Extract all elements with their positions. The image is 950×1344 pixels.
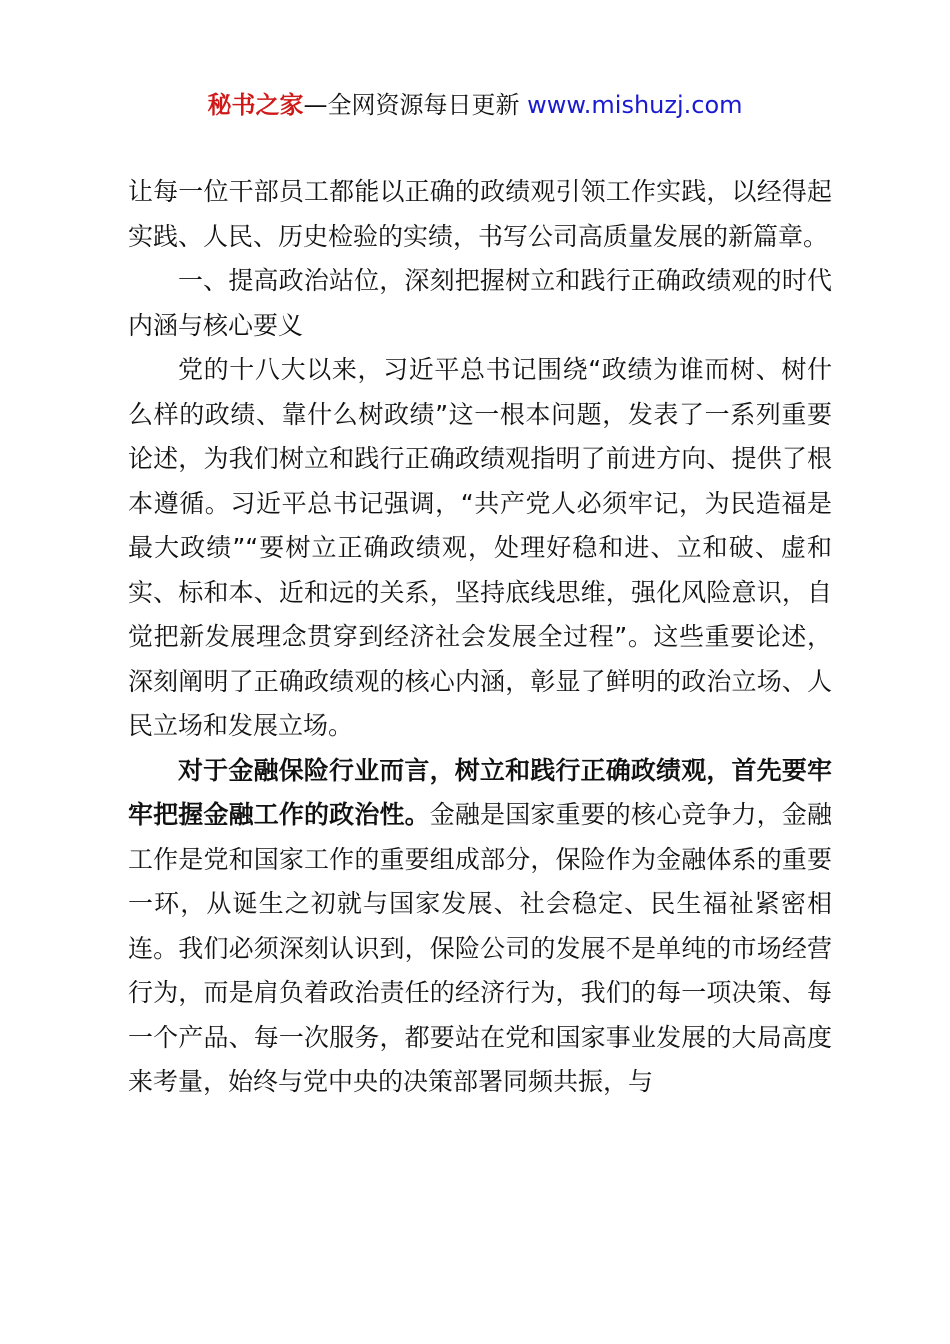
paragraph xyxy=(128,749,832,1105)
document-body xyxy=(128,170,832,1105)
paragraph: 党的十八大以来，习近平总书记围绕“政绩为谁而树、树什么样的政绩、靠什么树政绩”这一根本问题，发表了一系列重要论述，为我们树立和践行正确政绩观指明了前进方向、提供了根本遵循。习近平总书记强调，“共产党人必须牢记，为民造福是最大政绩”“要树立正确政绩观，处理好稳和进、立和破、虚和实、标和本、近和远的关系，坚持底线思维，强化风险意识，自觉把新发展理念贯穿到经济社会发展全过程”。这些重要论述，深刻阐明了正确政绩观的核心内涵，彰显了鲜明的政治立场、人民立场和发展立场。 xyxy=(128,355,832,740)
header-tagline: —全网资源每日更新 xyxy=(303,91,520,119)
section-heading: 一、提高政治站位，深刻把握树立和践行正确政绩观的时代内涵与核心要义 xyxy=(128,266,832,340)
paragraph-body: 金融是国家重要的核心竞争力，金融工作是党和国家工作的重要组成部分，保险作为金融体系的重要一环，从诞生之初就与国家发展、社会稳定、民生福祉紧密相连。我们必须深刻认识到，保险公司的发展不是单纯的市场经营行为，而是肩负着政治责任的经济行为，我们的每一项决策、每一个产品、每一次服务，都要站在党和国家事业发展的大局高度来考量，始终与党中央的决策部署同频共振，与 xyxy=(128,800,832,1096)
page-header xyxy=(0,88,950,122)
paragraph-lead-sentence: 对于金融保险行业而言，树立和践行正确政绩观，首先要牢牢把握金融工作的政治性。 xyxy=(128,755,832,829)
paragraph-continuation: 让每一位干部员工都能以正确的政绩观引领工作实践，以经得起实践、人民、历史检验的实绩，书写公司高质量发展的新篇章。 xyxy=(128,177,832,251)
site-url[interactable]: www.mishuzj.com xyxy=(527,91,743,119)
brand-name: 秘书之家 xyxy=(207,91,304,119)
